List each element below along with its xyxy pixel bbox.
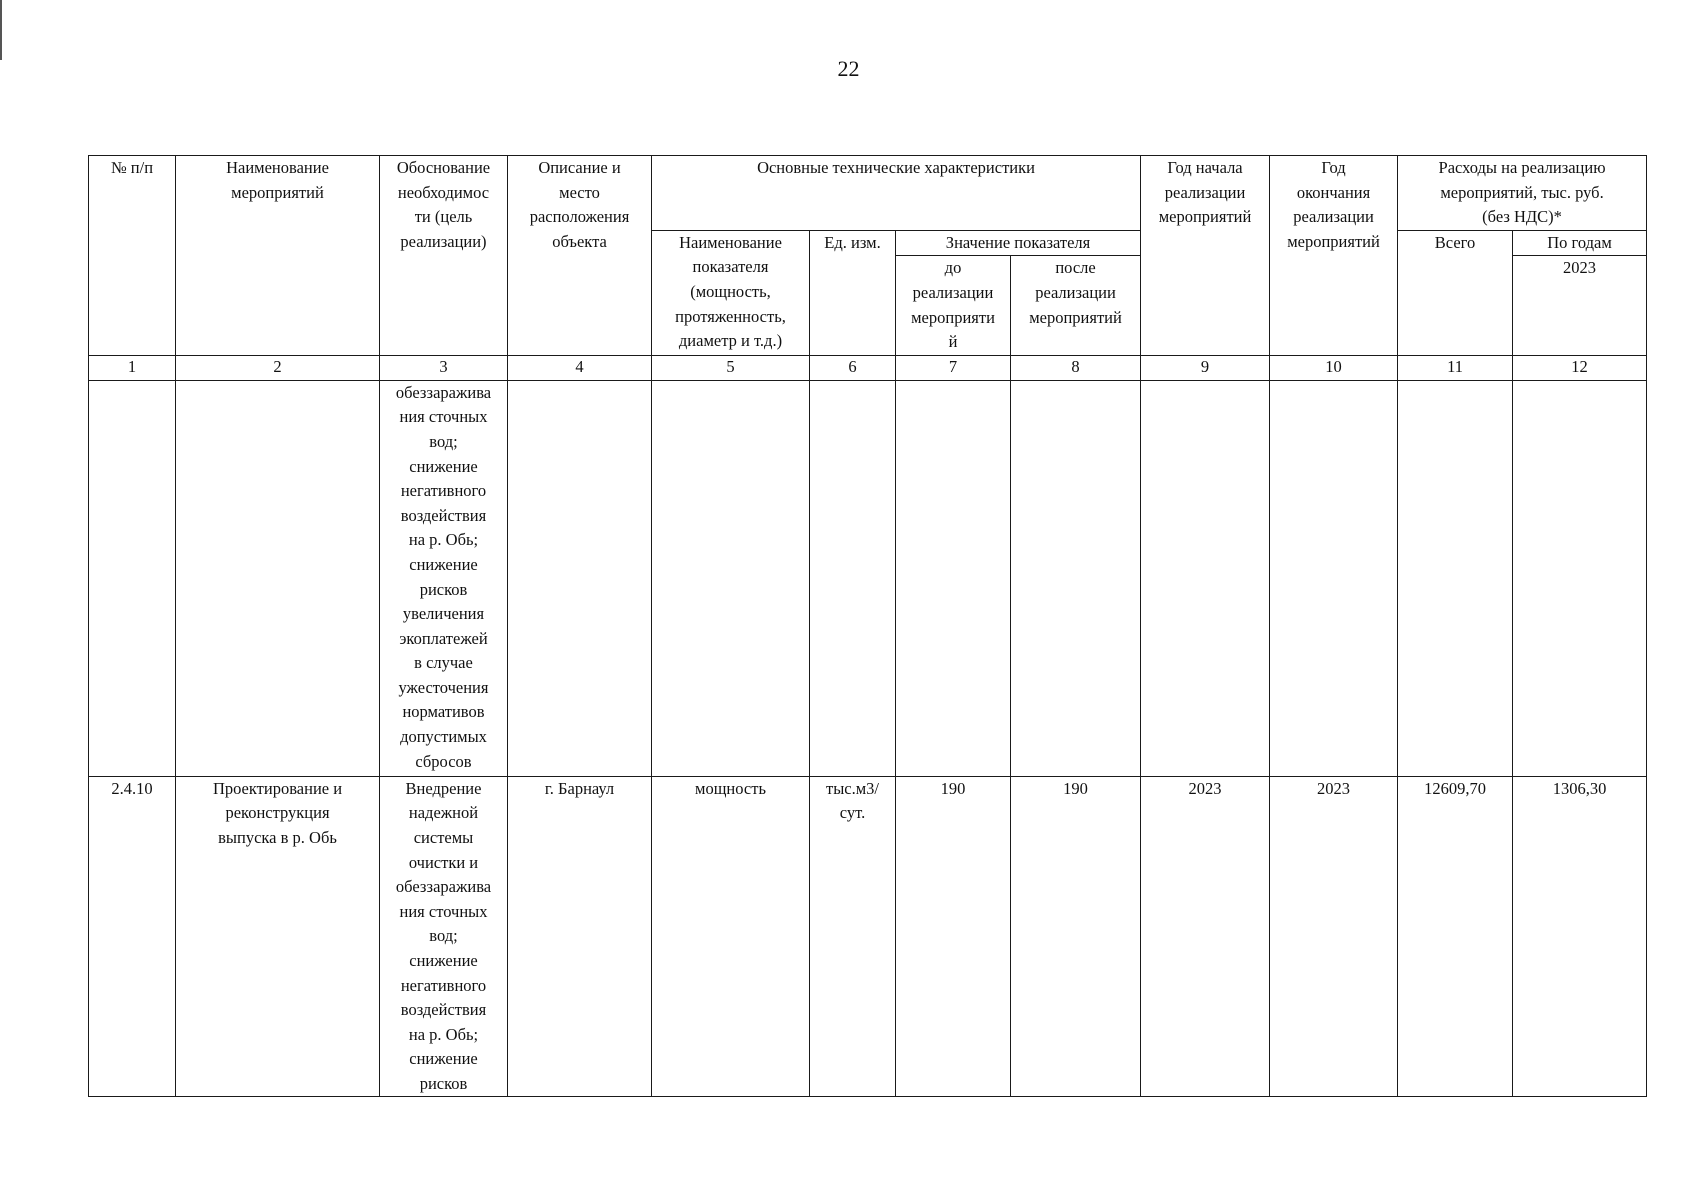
header-description: Описание и место расположения объекта [508,156,652,356]
cell-after: 190 [1011,776,1141,1097]
cell-year-2023: 1306,30 [1513,776,1647,1097]
cell-justification: обеззаражива ния сточных вод; снижение негативного воздействия на р. Обь; снижение рисков увеличения экоплатежей в случае ужесточения нормативов допустимых сбросов [380,380,508,776]
cell-total [1398,380,1513,776]
cell-justification: Внедрение надежной системы очистки и обеззаражива ния сточных вод; снижение негативного воздействия на р. Обь; снижение рисков [380,776,508,1097]
cell-start-year: 2023 [1141,776,1270,1097]
header-after: после реализации мероприятий [1011,256,1141,355]
page-number: 22 [837,56,860,81]
header-year-2023: 2023 [1513,256,1647,355]
column-number: 1 [89,355,176,380]
cell-end-year [1270,380,1398,776]
cell-indicator: мощность [652,776,810,1097]
cell-year-2023 [1513,380,1647,776]
column-number: 6 [810,355,896,380]
column-number: 3 [380,355,508,380]
header-total: Всего [1398,230,1513,355]
table-row-continued [89,380,1647,776]
column-number: 2 [176,355,380,380]
header-before: до реализации мероприяти й [896,256,1011,355]
cell-description [508,380,652,776]
cell-description: г. Барнаул [508,776,652,1097]
column-number: 11 [1398,355,1513,380]
cell-num: 2.4.10 [89,776,176,1097]
column-number: 4 [508,355,652,380]
cell-total: 12609,70 [1398,776,1513,1097]
header-name: Наименование мероприятий [176,156,380,356]
cell-name: Проектирование и реконструкция выпуска в р. Обь [176,776,380,1097]
header-end-year: Год окончания реализации мероприятий [1270,156,1398,356]
cell-indicator [652,380,810,776]
header-indicator-value: Значение показателя [896,230,1141,256]
cell-before [896,380,1011,776]
cell-name [176,380,380,776]
column-number: 9 [1141,355,1270,380]
table-row [89,776,1647,1097]
header-tech-characteristics: Основные технические характеристики [652,156,1141,231]
cell-num [89,380,176,776]
header-costs: Расходы на реализацию мероприятий, тыс. руб. (без НДС)* [1398,156,1647,231]
column-number: 7 [896,355,1011,380]
cell-unit [810,380,896,776]
column-number-row [89,355,1647,380]
cell-end-year: 2023 [1270,776,1398,1097]
investment-program-table [88,155,1647,1097]
header-unit: Ед. изм. [810,230,896,355]
header-num: № п/п [89,156,176,356]
cell-before: 190 [896,776,1011,1097]
cell-unit: тыс.м3/ сут. [810,776,896,1097]
column-number: 5 [652,355,810,380]
column-number: 10 [1270,355,1398,380]
header-by-years: По годам [1513,230,1647,256]
cell-after [1011,380,1141,776]
header-start-year: Год начала реализации мероприятий [1141,156,1270,356]
scan-edge-mark [0,0,2,60]
header-justification: Обоснование необходимос ти (цель реализации) [380,156,508,356]
column-number: 12 [1513,355,1647,380]
column-number: 8 [1011,355,1141,380]
cell-start-year [1141,380,1270,776]
header-indicator-name: Наименование показателя (мощность, протяженность, диаметр и т.д.) [652,230,810,355]
